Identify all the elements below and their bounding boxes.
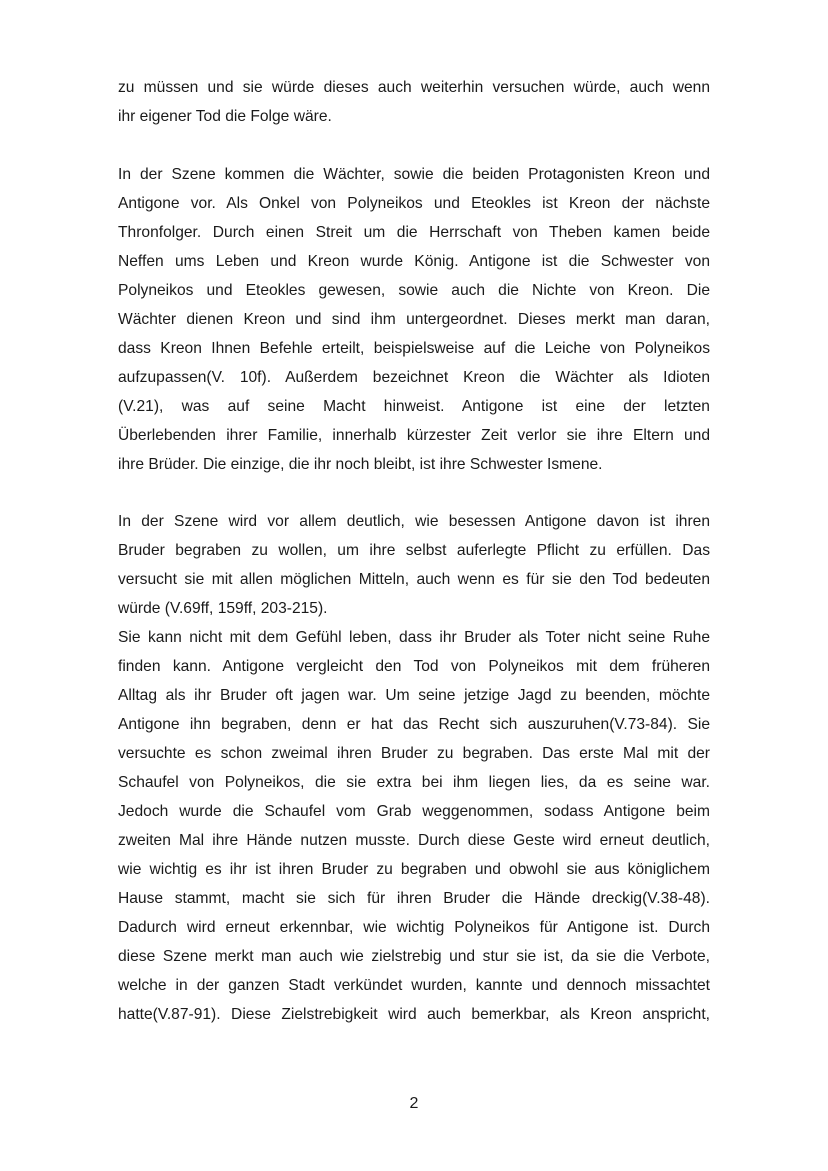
text-line: Alltag als ihr Bruder oft jagen war. Um seine jetzige Jagd zu beenden, möchte (118, 687, 710, 704)
text-line: Wächter dienen Kreon und sind ihm untergeordnet. Dieses merkt man daran, (118, 311, 710, 328)
text-line: Sie kann nicht mit dem Gefühl leben, dass ihr Bruder als Toter nicht seine Ruhe (118, 629, 710, 646)
text-line: Jedoch wurde die Schaufel vom Grab weggenommen, sodass Antigone beim (118, 803, 710, 820)
page-number: 2 (409, 1095, 419, 1112)
text-line: versucht sie mit allen möglichen Mitteln, auch wenn es für sie den Tod bedeuten (118, 571, 710, 588)
text-line: finden kann. Antigone vergleicht den Tod von Polyneikos mit dem früheren (118, 658, 710, 675)
text-line: Überlebenden ihrer Familie, innerhalb kürzester Zeit verlor sie ihre Eltern und (118, 427, 710, 444)
text-line: In der Szene kommen die Wächter, sowie die beiden Protagonisten Kreon und (118, 166, 710, 183)
text-line: würde (V.69ff, 159ff, 203-215). (118, 600, 328, 617)
text-line: zu müssen und sie würde dieses auch weiterhin versuchen würde, auch wenn (118, 79, 710, 96)
text-line: Schaufel von Polyneikos, die sie extra bei ihm liegen lies, da es seine war. (118, 774, 710, 791)
text-line: ihre Brüder. Die einzige, die ihr noch bleibt, ist ihre Schwester Ismene. (118, 456, 603, 473)
text-line: aufzupassen(V. 10f). Außerdem bezeichnet Kreon die Wächter als Idioten (118, 369, 710, 386)
text-line: wie wichtig es ihr ist ihren Bruder zu begraben und obwohl sie aus königlichem (118, 861, 710, 878)
text-line: zweiten Mal ihre Hände nutzen musste. Durch diese Geste wird erneut deutlich, (118, 832, 710, 849)
text-line: Neffen ums Leben und Kreon wurde König. Antigone ist die Schwester von (118, 253, 710, 270)
text-line: Antigone ihn begraben, denn er hat das Recht sich auszuruhen(V.73-84). Sie (118, 716, 710, 733)
text-line: hatte(V.87-91). Diese Zielstrebigkeit wird auch bemerkbar, als Kreon anspricht, (118, 1006, 710, 1023)
text-line: Hause stammt, macht sie sich für ihren Bruder die Hände dreckig(V.38-48). (118, 890, 710, 907)
text-line: welche in der ganzen Stadt verkündet wurden, kannte und dennoch missachtet (118, 977, 710, 994)
text-line: ihr eigener Tod die Folge wäre. (118, 108, 332, 125)
text-line: diese Szene merkt man auch wie zielstrebig und stur sie ist, da sie die Verbote, (118, 948, 710, 965)
text-line: Dadurch wird erneut erkennbar, wie wichtig Polyneikos für Antigone ist. Durch (118, 919, 710, 936)
text-line: versuchte es schon zweimal ihren Bruder zu begraben. Das erste Mal mit der (118, 745, 710, 762)
text-line: Antigone vor. Als Onkel von Polyneikos und Eteokles ist Kreon der nächste (118, 195, 710, 212)
text-line: (V.21), was auf seine Macht hinweist. Antigone ist eine der letzten (118, 398, 710, 415)
text-line: In der Szene wird vor allem deutlich, wie besessen Antigone davon ist ihren (118, 513, 710, 530)
text-line: dass Kreon Ihnen Befehle erteilt, beispielsweise auf die Leiche von Polyneikos (118, 340, 710, 357)
text-line: Bruder begraben zu wollen, um ihre selbst auferlegte Pflicht zu erfüllen. Das (118, 542, 710, 559)
text-line: Polyneikos und Eteokles gewesen, sowie auch die Nichte von Kreon. Die (118, 282, 710, 299)
text-line: Thronfolger. Durch einen Streit um die Herrschaft von Theben kamen beide (118, 224, 710, 241)
